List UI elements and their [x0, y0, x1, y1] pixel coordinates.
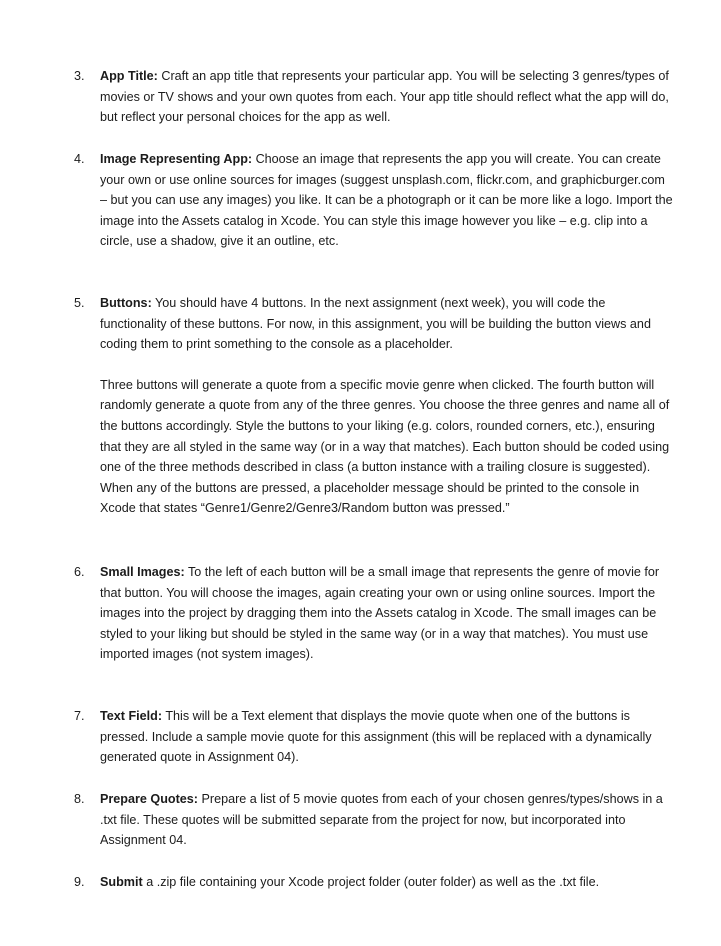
- list-number: 8.: [74, 792, 85, 806]
- list-item-app-title: [74, 66, 674, 128]
- list-item-body: [100, 293, 674, 519]
- list-item-submit: [74, 872, 674, 893]
- list-item-body: [100, 872, 674, 893]
- list-number: 4.: [74, 152, 85, 166]
- list-item-body: [100, 66, 674, 128]
- item-heading: Submit: [100, 875, 143, 889]
- item-heading: Image Representing App:: [100, 152, 253, 166]
- list-item-image-representing-app: [74, 149, 674, 252]
- list-item-prepare-quotes: [74, 789, 674, 851]
- item-text: Craft an app title that represents your particular app. You will be selecting 3 genres/types of movies or TV shows and your own quotes from each. Your app title should reflect what the app will do, but reflect your personal choices for the app as well.: [100, 69, 669, 125]
- item-text: This will be a Text element that displays the movie quote when one of the buttons is pressed. Include a sample movie quote for this assignment (this will be replaced with a dynamically generated quote in Assignment 04).: [100, 709, 652, 765]
- list-item-small-images: [74, 562, 674, 665]
- item-text: To the left of each button will be a small image that represents the genre of movie for that button. You will choose the images, again creating your own or using online sources. Import the images into the project by dragging them into the Assets catalog in Xcode. The small images can be styled to your liking but should be styled in the same way (or in a way that matches). You must use imported images (not system images).: [100, 565, 660, 662]
- item-text: Prepare a list of 5 movie quotes from each of your chosen genres/types/shows in a .txt file. These quotes will be submitted separate from the project for now, but incorporated into Assignment 04.: [100, 792, 663, 848]
- list-item-buttons: [74, 293, 674, 519]
- list-number: 7.: [74, 709, 85, 723]
- list-number: 5.: [74, 296, 85, 310]
- list-item-body: [100, 706, 674, 768]
- list-number: 6.: [74, 565, 85, 579]
- item-heading: App Title:: [100, 69, 158, 83]
- list-item-text-field: [74, 706, 674, 768]
- item-heading: Buttons:: [100, 296, 152, 310]
- item-text: Choose an image that represents the app you will create. You can create your own or use online sources for images (suggest unsplash.com, flickr.com, and graphicburger.com – but you can use any images) you like. It can be a photograph or it can be more like a logo. Import the image into the Assets catalog in Xcode. You can style this image however you like – e.g. clip into a circle, use a shadow, give it an outline, etc.: [100, 152, 673, 249]
- item-text-paragraph-2: Three buttons will generate a quote from a specific movie genre when clicked. The fourth button will randomly generate a quote from any of the three genres. You choose the three genres and name all of the buttons accordingly. Style the buttons to your liking (e.g. colors, rounded corners, etc.), ensuring that they are all styled in the same way (or in a way that matches). Each button should be coded using one of the three methods described in class (a button instance with a trailing closure is suggested). When any of the buttons are pressed, a placeholder message should be printed to the console in Xcode that states “Genre1/Genre2/Genre3/Random button was pressed.”: [100, 377, 670, 516]
- list-number: 3.: [74, 69, 85, 83]
- list-item-body: [100, 789, 674, 851]
- item-text: You should have 4 buttons. In the next assignment (next week), you will code the functionality of these buttons. For now, in this assignment, you will be building the button views and coding them to print something to the console as a placeholder.: [100, 296, 651, 352]
- item-heading: Text Field:: [100, 709, 163, 723]
- list-item-body: [100, 149, 674, 252]
- item-heading: Prepare Quotes:: [100, 792, 198, 806]
- item-text: a .zip file containing your Xcode project folder (outer folder) as well as the .txt file.: [146, 875, 600, 889]
- list-number: 9.: [74, 875, 85, 889]
- list-item-body: [100, 562, 674, 665]
- item-heading: Small Images:: [100, 565, 185, 579]
